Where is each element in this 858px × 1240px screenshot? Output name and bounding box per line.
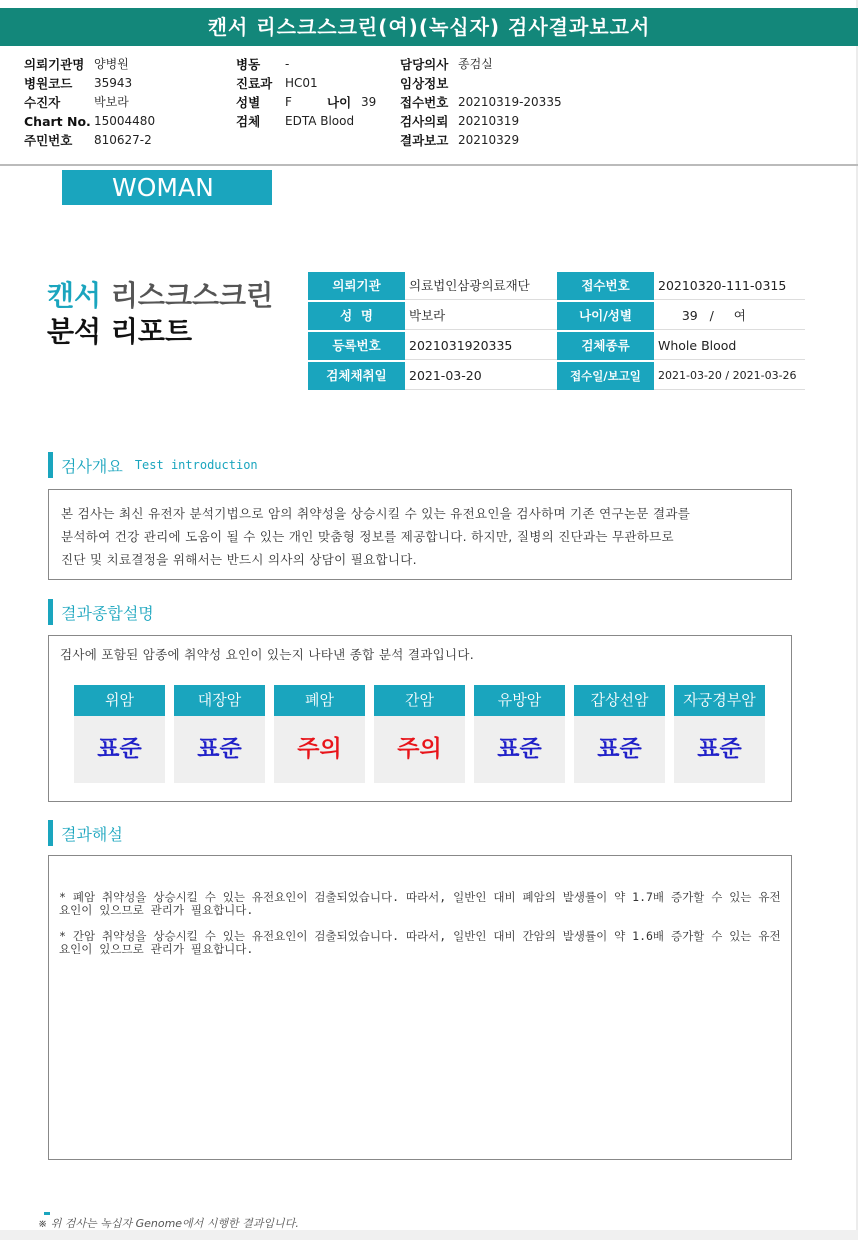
header-label: 검체 [236,114,261,129]
patient-info-value: 박보라 [405,302,557,330]
header-label: 진료과 [236,76,273,91]
cancer-result: 표준 [674,716,765,783]
interpretation-section-heading [48,820,123,846]
intro-line: 본 검사는 최신 유전자 분석기법으로 암의 취약성을 상승시킬 수 있는 유전요인을 검사하며 기존 연구논문 결과를 [61,506,691,521]
cancer-name: 폐암 [274,685,365,716]
header-label: Chart No. [24,114,91,129]
header-value: 20210329 [458,133,520,147]
summary-text: 검사에 포함된 암종에 취약성 요인이 있는지 나타낸 종합 분석 결과입니다. [60,647,474,662]
cancer-card-colorectal [174,685,265,783]
header-value: 20210319-20335 [458,95,562,109]
intro-line: 분석하여 건강 관리에 도움이 될 수 있는 개인 맞춤형 정보를 제공합니다. 하지만, 질병의 진단과는 무관하므로 [61,529,674,544]
patient-info-value: 39 / 여 [654,302,805,330]
patient-info-label: 등록번호 [308,332,405,360]
header-value: 종검실 [458,57,493,71]
patient-info-label: 검체채취일 [308,362,405,390]
patient-info-row [308,302,805,332]
header-row [236,74,403,93]
cancer-card-lung [274,685,365,783]
header-row [24,93,155,112]
header-value: 박보라 [94,95,129,109]
footer-note: ※ 위 검사는 녹십자 Genome에서 시행한 결과입니다. [38,1217,299,1230]
section-subtitle: Test introduction [134,458,258,472]
patient-info-row [308,272,805,302]
patient-info-value: Whole Blood [654,332,805,360]
patient-info-label: 성 명 [308,302,405,330]
header-value: 39 [361,95,377,109]
section-title: 결과해설 [61,824,123,844]
header-label: 임상정보 [400,76,449,91]
patient-info-value: 2021-03-20 / 2021-03-26 [654,362,805,390]
header-value: HC01 [285,76,318,90]
cancer-card-thyroid [574,685,665,783]
section-bar [48,599,53,625]
header-row [236,112,403,131]
cancer-name: 자궁경부암 [674,685,765,716]
interpretation-paragraph: * 간암 취약성을 상승시킬 수 있는 유전요인이 검출되었습니다. 따라서, 일반인 대비 간암의 발생률이 약 1.6배 증가할 수 있는 유전요인이 있으므로 관리가 필요합니다. [59,929,781,956]
header-label: 의뢰기관명 [24,57,85,72]
header-label: 결과보고 [400,133,449,148]
patient-info-label: 검체종류 [557,332,654,360]
cancer-result: 표준 [174,716,265,783]
cancer-name: 갑상선암 [574,685,665,716]
header-col-3 [400,55,562,150]
header-row [24,112,155,131]
header-row [400,74,562,93]
header-row [24,55,155,74]
interpretation-box [48,855,792,1160]
header-label: 주민번호 [24,133,73,148]
patient-info-value: 2021031920335 [405,332,557,360]
cancer-name: 위암 [74,685,165,716]
header-label: 수진자 [24,95,61,110]
header-value: EDTA Blood [285,114,355,128]
section-title: 결과종합설명 [61,603,154,623]
patient-info-table [308,272,805,392]
header-value: 35943 [94,76,133,90]
summary-section-heading [48,599,154,625]
gender-badge: WOMAN [62,170,272,205]
header-row [400,131,562,150]
cancer-card-cervical [674,685,765,783]
report-title-bar: 캔서 리스크스크린(여)(녹십자) 검사결과보고서 [0,8,858,46]
cancer-result: 주의 [274,716,365,783]
header-value: 15004480 [94,114,156,128]
header-value: 양병원 [94,57,129,71]
patient-info-value: 의료법인삼광의료재단 [405,272,557,300]
cancer-name: 유방암 [474,685,565,716]
header-label: 접수번호 [400,95,449,110]
header-label: 병동 [236,57,261,72]
header-label: 담당의사 [400,57,449,72]
summary-box [48,635,792,802]
cancer-name: 대장암 [174,685,265,716]
intro-box [48,489,792,580]
cancer-card-stomach [74,685,165,783]
header-col-2 [236,55,403,131]
cancer-result: 표준 [474,716,565,783]
patient-info-row [308,332,805,362]
header-label: 성별 [236,95,261,110]
report-heading [47,278,273,350]
header-value: 810627-2 [94,133,152,147]
cancer-result-cards [74,685,774,783]
header-label: 나이 [327,95,352,110]
cancer-card-breast [474,685,565,783]
intro-section-heading [48,452,258,478]
cancer-result: 주의 [374,716,465,783]
report-heading-line-1 [47,278,273,314]
cancer-result: 표준 [74,716,165,783]
report-heading-line-2: 분석 리포트 [47,315,192,348]
report-heading-accent: 캔서 [47,279,102,312]
section-bar [48,820,53,846]
interpretation-paragraph: * 폐암 취약성을 상승시킬 수 있는 유전요인이 검출되었습니다. 따라서, 일반인 대비 폐암의 발생률이 약 1.7배 증가할 수 있는 유전요인이 있으므로 관리가 필요합니다. [59,890,781,917]
patient-info-value: 20210320-111-0315 [654,272,805,300]
header-divider [0,164,858,166]
intro-line: 진단 및 치료결정을 위해서는 반드시 의사의 상담이 필요합니다. [61,552,417,567]
patient-info-label: 나이/성별 [557,302,654,330]
footer-band [0,1230,858,1240]
cancer-card-liver [374,685,465,783]
report-heading-rest: 리스크스크린 [101,279,274,312]
header-row [400,55,562,74]
header-row [400,93,562,112]
section-bar [48,452,53,478]
section-title: 검사개요 [61,456,123,476]
header-col-1 [24,55,155,150]
patient-info-row [308,362,805,392]
header-row [400,112,562,131]
cancer-name: 간암 [374,685,465,716]
header-row [24,74,155,93]
header-label: 검사의뢰 [400,114,449,129]
patient-info-label: 의뢰기관 [308,272,405,300]
header-row [236,55,403,74]
patient-info-value: 2021-03-20 [405,362,557,390]
cancer-result: 표준 [574,716,665,783]
header-row [236,93,403,112]
header-row [24,131,155,150]
patient-info-label: 접수일/보고일 [557,362,654,390]
header-value: 20210319 [458,114,520,128]
patient-info-label: 접수번호 [557,272,654,300]
header-value: F [285,95,292,109]
header-value: - [285,57,290,71]
header-label: 병원코드 [24,76,73,91]
